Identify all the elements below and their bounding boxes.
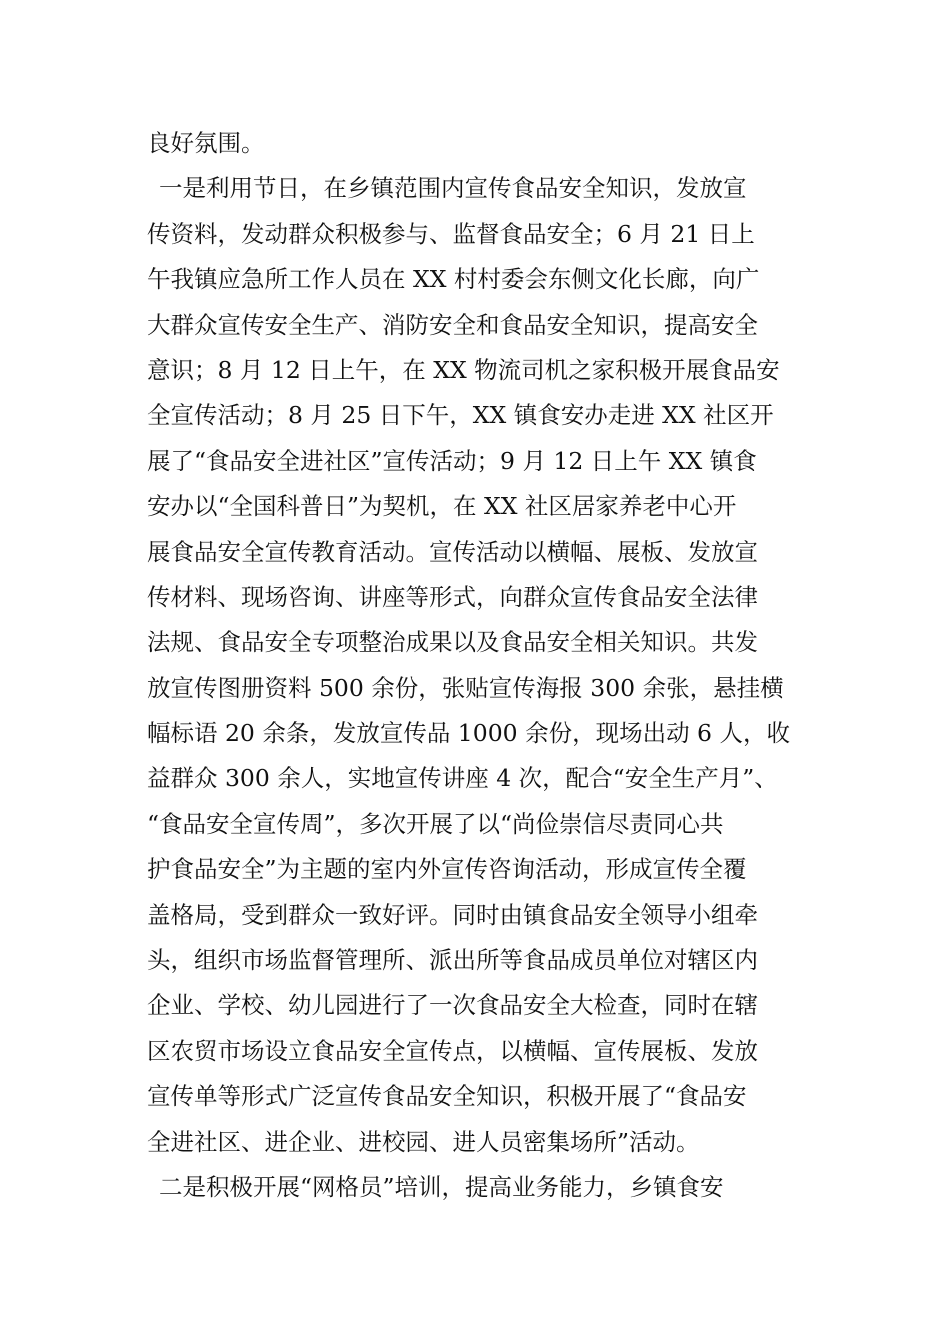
- text-line: 大群众宣传安全生产、消防安全和食品安全知识，提高安全: [147, 310, 758, 339]
- text-line: 展了“食品安全进社区”宣传活动；9 月 12 日上午 XX 镇食: [147, 446, 757, 475]
- text-line: 展食品安全宣传教育活动。宣传活动以横幅、展板、发放宣: [147, 537, 758, 566]
- text-line: 盖格局，受到群众一致好评。同时由镇食品安全领导小组牵: [147, 900, 758, 929]
- text-line: 护食品安全”为主题的室内外宣传咨询活动，形成宣传全覆: [147, 855, 747, 884]
- text-line: 午我镇应急所工作人员在 XX 村村委会东侧文化长廊，向广: [147, 265, 760, 294]
- text-line: 区农贸市场设立食品安全宣传点，以横幅、宣传展板、发放: [147, 1036, 758, 1065]
- text-line: 安办以“全国科普日”为契机，在 XX 社区居家养老中心开: [147, 492, 737, 521]
- text-line: 全宣传活动；8 月 25 日下午，XX 镇食安办走进 XX 社区开: [147, 401, 774, 430]
- text-line: 头，组织市场监督管理所、派出所等食品成员单位对辖区内: [147, 946, 758, 975]
- text-line: 传资料，发动群众积极参与、监督食品安全；6 月 21 日上: [147, 219, 755, 248]
- text-line: 全进社区、进企业、进校园、进人员密集场所”活动。: [147, 1127, 700, 1156]
- body-text: [147, 121, 807, 1210]
- text-line: 放宣传图册资料 500 余份，张贴宣传海报 300 余张，悬挂横: [147, 673, 784, 702]
- text-line: 企业、学校、幼儿园进行了一次食品安全大检查，同时在辖: [147, 991, 758, 1020]
- text-line: 益群众 300 余人，实地宣传讲座 4 次，配合“安全生产月”、: [147, 764, 778, 793]
- text-line: 良好氛围。: [147, 129, 265, 157]
- text-line: 一是利用节日，在乡镇范围内宣传食品安全知识，发放宣: [159, 174, 747, 203]
- text-line: 二是积极开展“网格员”培训，提高业务能力，乡镇食安: [159, 1172, 724, 1201]
- text-line: 幅标语 20 余条，发放宣传品 1000 余份，现场出动 6 人，收: [147, 719, 790, 748]
- text-line: 法规、食品安全专项整治成果以及食品安全相关知识。共发: [147, 628, 758, 657]
- text-line: “食品安全宣传周”，多次开展了以“尚俭崇信尽责同心共: [147, 809, 724, 838]
- text-line: 宣传单等形式广泛宣传食品安全知识，积极开展了“食品安: [147, 1082, 747, 1111]
- text-line: 传材料、现场咨询、讲座等形式，向群众宣传食品安全法律: [147, 582, 758, 611]
- text-line: 意识；8 月 12 日上午，在 XX 物流司机之家积极开展食品安: [147, 355, 780, 384]
